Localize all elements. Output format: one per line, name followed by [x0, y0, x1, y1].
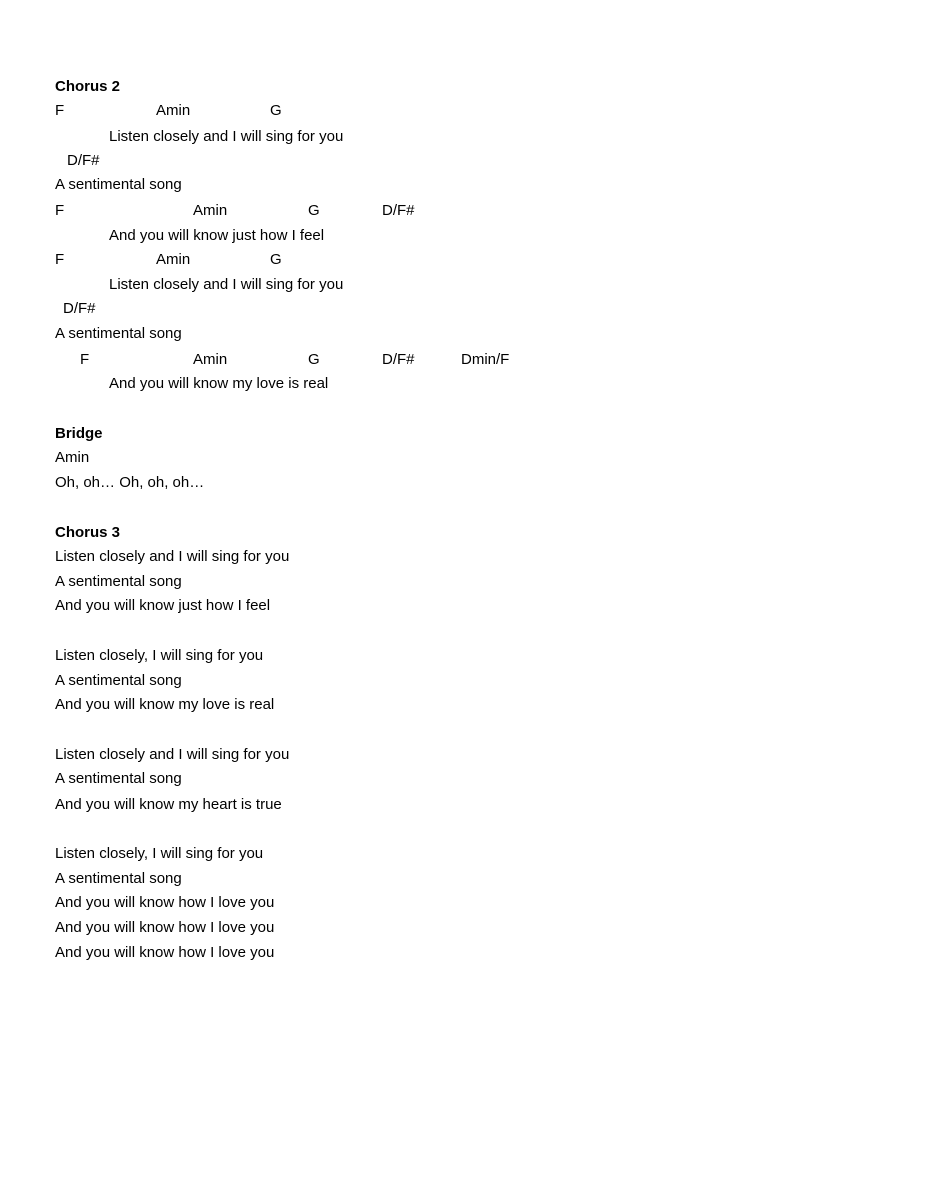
lyric-line: And you will know just how I feel	[55, 597, 271, 614]
lyric-line: And you will know my love is real	[109, 375, 329, 392]
chord: Amin	[156, 251, 191, 268]
chord: G	[270, 102, 282, 119]
section-heading-chorus-2: Chorus 2	[55, 78, 121, 95]
chord-line	[0, 151, 927, 171]
chord: Amin	[156, 102, 191, 119]
lyric-line: Listen closely and I will sing for you	[55, 746, 290, 763]
lyric-line: And you will know how I love you	[55, 894, 275, 911]
lyric-line: And you will know how I love you	[55, 919, 275, 936]
chord: F	[55, 202, 65, 219]
chord: D/F#	[63, 300, 96, 317]
chord: G	[308, 351, 320, 368]
lyric-line: A sentimental song	[55, 870, 182, 887]
chord: G	[308, 202, 320, 219]
chord: G	[270, 251, 282, 268]
lyric-line: Listen closely, I will sing for you	[55, 647, 264, 664]
chord: Dmin/F	[461, 351, 510, 368]
lyric-line: A sentimental song	[55, 672, 182, 689]
lyric-line: Oh, oh… Oh, oh, oh…	[55, 474, 205, 491]
chord: F	[80, 351, 90, 368]
chord-line	[0, 201, 927, 221]
lyric-line: A sentimental song	[55, 770, 182, 787]
lyric-line: And you will know my love is real	[55, 696, 275, 713]
section-heading-chorus-3: Chorus 3	[55, 524, 121, 541]
chord-line	[0, 350, 927, 370]
lyric-line: And you will know my heart is true	[55, 796, 282, 813]
lyric-line: A sentimental song	[55, 325, 182, 342]
lyric-line: Listen closely, I will sing for you	[55, 845, 264, 862]
section-heading-bridge: Bridge	[55, 425, 103, 442]
chord-line	[0, 299, 927, 319]
chord-line	[0, 101, 927, 121]
chord: Amin	[193, 202, 228, 219]
chord: Amin	[55, 449, 90, 466]
chord: Amin	[193, 351, 228, 368]
chord: F	[55, 251, 65, 268]
lyric-line: And you will know just how I feel	[109, 227, 325, 244]
lyric-line: And you will know how I love you	[55, 944, 275, 961]
lyric-line: A sentimental song	[55, 176, 182, 193]
lyric-line: Listen closely and I will sing for you	[109, 128, 344, 145]
lyric-line: Listen closely and I will sing for you	[55, 548, 290, 565]
lyric-line: A sentimental song	[55, 573, 182, 590]
chord: D/F#	[382, 351, 415, 368]
lyric-line: Listen closely and I will sing for you	[109, 276, 344, 293]
chord: F	[55, 102, 65, 119]
chord: D/F#	[67, 152, 100, 169]
chord: D/F#	[382, 202, 415, 219]
chord-line	[0, 250, 927, 270]
